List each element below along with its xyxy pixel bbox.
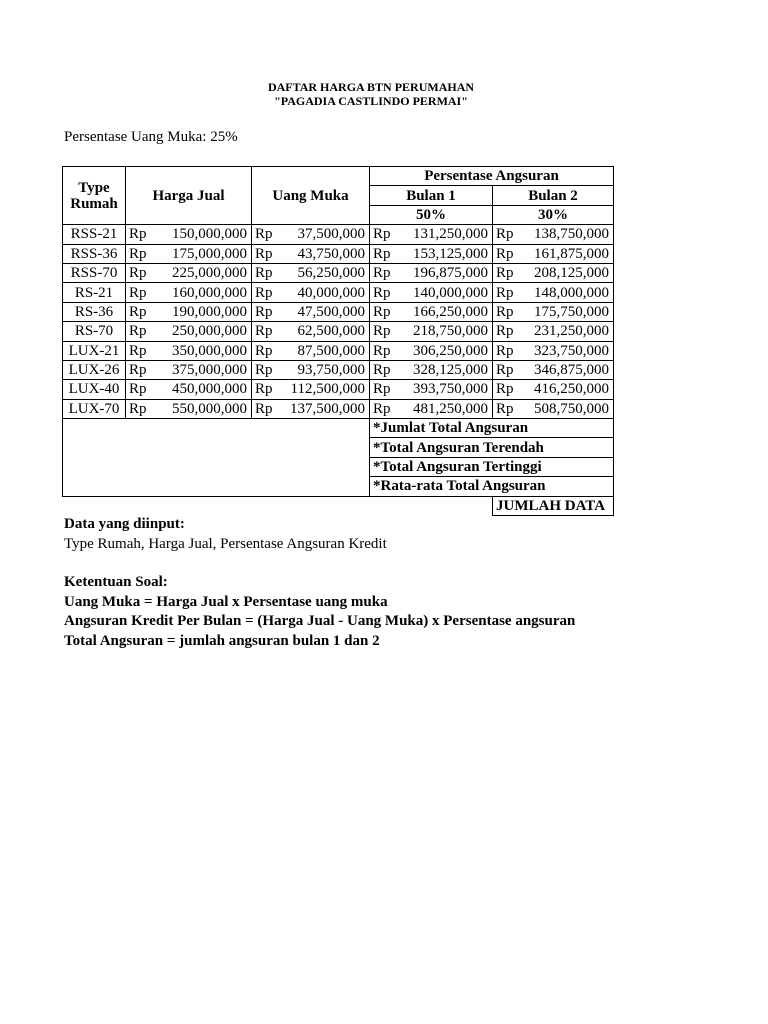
harga-jual-cell: 160,000,000 <box>154 283 252 302</box>
uang-muka-cell: 56,250,000 <box>280 263 370 282</box>
currency-cell: Rp <box>126 283 154 302</box>
currency-cell: Rp <box>370 380 398 399</box>
bulan-1-cell: 166,250,000 <box>398 302 493 321</box>
type-rumah-cell: RSS-36 <box>63 244 126 263</box>
currency-cell: Rp <box>370 322 398 341</box>
bulan-2-cell: 161,875,000 <box>521 244 614 263</box>
currency-cell: Rp <box>493 360 521 379</box>
currency-cell: Rp <box>252 263 280 282</box>
bulan-1-cell: 140,000,000 <box>398 283 493 302</box>
bulan-1-cell: 218,750,000 <box>398 322 493 341</box>
currency-cell: Rp <box>370 360 398 379</box>
ketentuan-heading: Ketentuan Soal: <box>64 574 168 590</box>
table-row <box>63 283 614 302</box>
table-row <box>63 225 614 244</box>
currency-cell: Rp <box>252 322 280 341</box>
currency-cell: Rp <box>126 263 154 282</box>
jumlah-data-row <box>63 496 614 515</box>
table-row <box>63 244 614 263</box>
harga-jual-cell: 190,000,000 <box>154 302 252 321</box>
uang-muka-cell: 47,500,000 <box>280 302 370 321</box>
table-row <box>63 380 614 399</box>
currency-cell: Rp <box>252 225 280 244</box>
summary-label: *Total Angsuran Terendah <box>370 438 614 457</box>
down-payment-percentage: Persentase Uang Muka: 25% <box>64 129 238 145</box>
harga-jual-cell: 150,000,000 <box>154 225 252 244</box>
currency-cell: Rp <box>126 399 154 418</box>
harga-jual-cell: 175,000,000 <box>154 244 252 263</box>
uang-muka-cell: 43,750,000 <box>280 244 370 263</box>
uang-muka-cell: 37,500,000 <box>280 225 370 244</box>
currency-cell: Rp <box>126 380 154 399</box>
currency-cell: Rp <box>126 244 154 263</box>
header-type-rumah: Type Rumah <box>63 167 126 225</box>
harga-jual-cell: 250,000,000 <box>154 322 252 341</box>
currency-cell: Rp <box>252 283 280 302</box>
header-persentase-angsuran: Persentase Angsuran <box>370 167 614 186</box>
table-row <box>63 341 614 360</box>
currency-cell: Rp <box>370 283 398 302</box>
currency-cell: Rp <box>370 244 398 263</box>
type-rumah-cell: RS-36 <box>63 302 126 321</box>
header-harga-jual: Harga Jual <box>126 167 252 225</box>
currency-cell: Rp <box>370 399 398 418</box>
bulan-2-cell: 175,750,000 <box>521 302 614 321</box>
uang-muka-cell: 93,750,000 <box>280 360 370 379</box>
bulan-2-cell: 323,750,000 <box>521 341 614 360</box>
summary-label: *Total Angsuran Tertinggi <box>370 457 614 476</box>
currency-cell: Rp <box>493 399 521 418</box>
bulan-2-cell: 416,250,000 <box>521 380 614 399</box>
bulan-2-cell: 148,000,000 <box>521 283 614 302</box>
table-row <box>63 399 614 418</box>
table-row <box>63 360 614 379</box>
harga-jual-cell: 350,000,000 <box>154 341 252 360</box>
currency-cell: Rp <box>493 225 521 244</box>
currency-cell: Rp <box>493 263 521 282</box>
currency-cell: Rp <box>126 322 154 341</box>
currency-cell: Rp <box>252 360 280 379</box>
ketentuan-line: Uang Muka = Harga Jual x Persentase uang muka <box>64 593 388 610</box>
jumlah-data-spacer <box>63 496 493 515</box>
currency-cell: Rp <box>493 322 521 341</box>
harga-jual-cell: 375,000,000 <box>154 360 252 379</box>
bulan-2-cell: 138,750,000 <box>521 225 614 244</box>
header-bulan-1-pct: 50% <box>370 205 493 224</box>
harga-jual-cell: 450,000,000 <box>154 380 252 399</box>
currency-cell: Rp <box>493 380 521 399</box>
currency-cell: Rp <box>252 380 280 399</box>
currency-cell: Rp <box>252 399 280 418</box>
uang-muka-cell: 87,500,000 <box>280 341 370 360</box>
uang-muka-cell: 112,500,000 <box>280 380 370 399</box>
jumlah-data-label: JUMLAH DATA <box>493 496 614 515</box>
uang-muka-cell: 62,500,000 <box>280 322 370 341</box>
ketentuan-notes <box>64 572 575 650</box>
ketentuan-line: Angsuran Kredit Per Bulan = (Harga Jual - Uang Muka) x Persentase angsuran <box>64 613 576 629</box>
document-subtitle: "PAGADIA CASTLINDO PERMAI" <box>274 94 468 108</box>
header-bulan-2: Bulan 2 <box>493 186 614 205</box>
header-bulan-2-pct: 30% <box>493 205 614 224</box>
document-title: DAFTAR HARGA BTN PERUMAHAN <box>267 80 475 94</box>
bulan-1-cell: 153,125,000 <box>398 244 493 263</box>
input-notes <box>64 514 387 553</box>
type-rumah-cell: LUX-26 <box>63 360 126 379</box>
currency-cell: Rp <box>126 360 154 379</box>
currency-cell: Rp <box>370 341 398 360</box>
currency-cell: Rp <box>252 244 280 263</box>
bulan-1-cell: 306,250,000 <box>398 341 493 360</box>
type-rumah-cell: LUX-70 <box>63 399 126 418</box>
input-heading: Data yang diinput: <box>64 516 185 532</box>
currency-cell: Rp <box>493 302 521 321</box>
currency-cell: Rp <box>493 244 521 263</box>
type-rumah-cell: LUX-40 <box>63 380 126 399</box>
header-uang-muka: Uang Muka <box>252 167 370 225</box>
bulan-2-cell: 346,875,000 <box>521 360 614 379</box>
uang-muka-cell: 137,500,000 <box>280 399 370 418</box>
bulan-2-cell: 208,125,000 <box>521 263 614 282</box>
price-table <box>62 166 614 516</box>
bulan-1-cell: 328,125,000 <box>398 360 493 379</box>
summary-blank-area <box>63 419 370 497</box>
currency-cell: Rp <box>252 341 280 360</box>
currency-cell: Rp <box>252 302 280 321</box>
bulan-1-cell: 196,875,000 <box>398 263 493 282</box>
table-row <box>63 322 614 341</box>
currency-cell: Rp <box>126 225 154 244</box>
currency-cell: Rp <box>493 283 521 302</box>
summary-label: *Jumlat Total Angsuran <box>370 419 614 438</box>
currency-cell: Rp <box>126 341 154 360</box>
type-rumah-cell: LUX-21 <box>63 341 126 360</box>
currency-cell: Rp <box>126 302 154 321</box>
header-bulan-1: Bulan 1 <box>370 186 493 205</box>
input-text: Type Rumah, Harga Jual, Persentase Angsuran Kredit <box>64 535 387 552</box>
currency-cell: Rp <box>370 302 398 321</box>
type-rumah-cell: RSS-21 <box>63 225 126 244</box>
summary-label: *Rata-rata Total Angsuran <box>370 477 614 496</box>
table-row <box>63 302 614 321</box>
bulan-2-cell: 508,750,000 <box>521 399 614 418</box>
currency-cell: Rp <box>370 263 398 282</box>
type-rumah-cell: RSS-70 <box>63 263 126 282</box>
harga-jual-cell: 225,000,000 <box>154 263 252 282</box>
currency-cell: Rp <box>370 225 398 244</box>
currency-cell: Rp <box>493 341 521 360</box>
harga-jual-cell: 550,000,000 <box>154 399 252 418</box>
ketentuan-line: Total Angsuran = jumlah angsuran bulan 1 dan 2 <box>64 632 380 649</box>
type-rumah-cell: RS-21 <box>63 283 126 302</box>
summary-row <box>63 419 614 438</box>
header-row-1 <box>63 167 614 186</box>
bulan-2-cell: 231,250,000 <box>521 322 614 341</box>
uang-muka-cell: 40,000,000 <box>280 283 370 302</box>
bulan-1-cell: 131,250,000 <box>398 225 493 244</box>
table-row <box>63 263 614 282</box>
bulan-1-cell: 393,750,000 <box>398 380 493 399</box>
bulan-1-cell: 481,250,000 <box>398 399 493 418</box>
type-rumah-cell: RS-70 <box>63 322 126 341</box>
